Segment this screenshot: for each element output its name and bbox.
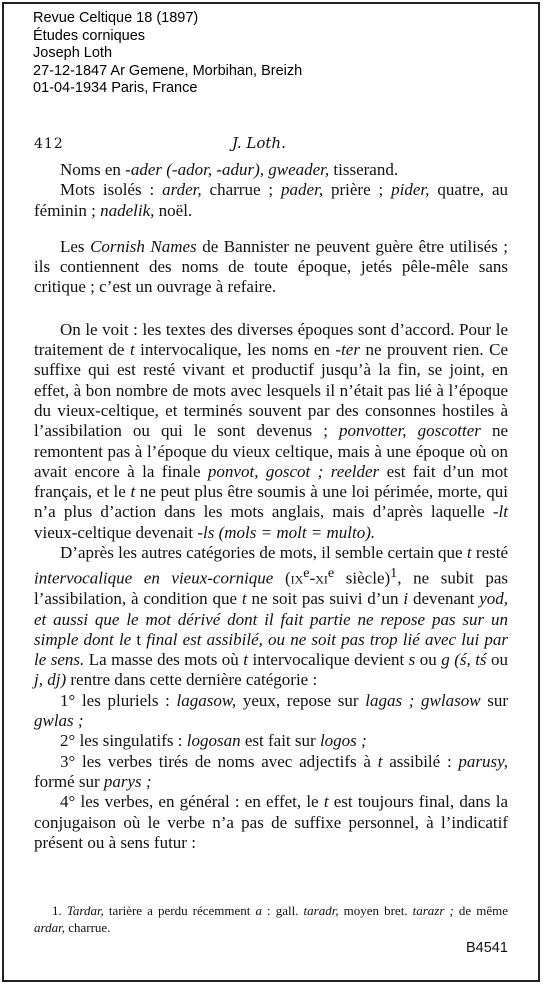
page-body (34, 160, 508, 853)
list-item: 3° les verbes tirés de noms avec adjectifs à t assibilé : parusy, formé sur parys ; (34, 751, 509, 791)
list-item: 1° les pluriels : lagasow, yeux, repose sur lagas ; gwlasow sur gwlas ; (34, 690, 508, 731)
paragraph: Noms en -ader (-ador, -adur), gweader, tisserand. (60, 160, 399, 179)
paragraph: On le voit : les textes des diverses époques sont d’accord. Pour le traitement de t intervocalique, les noms en -ter ne prouvent rien. Ce suffixe qui est resté vivant et productif jusqu’à la fin, se joint, en effet, à bon nombre de mots avec lesquels il n’était pas lié à l’époque du vieux-celtique, et terminés souvent par des consonnes hostiles à l’assibilation ou qui le sont devenus ; ponvotter, goscotter ne remontent pas à l’époque du vieux celtique, mais à une époque où on avait encore à la finale ponvot, goscot ; reelder est fait d’un mot français, et le t ne peut plus être soumis à une loi périmée, morte, qui n’a plus d’action dans les mots anglais, mais d’après laquelle -lt vieux-celtique devenait -ls (mols = molt = multo). (34, 319, 508, 542)
list-item: 4° les verbes, en général : en effet, le t est toujours final, dans la conjugaison où le verbe n’a pas de suffixe personnel, à l’indicatif présent ou à sens futur : (34, 792, 508, 852)
meta-line: 01-04-1934 Paris, France (33, 80, 198, 96)
paragraph: Mots isolés : arder, charrue ; pader, prière ; pider, quatre, au féminin ; nadelik, noël. (34, 180, 508, 220)
meta-line: Joseph Loth (33, 45, 113, 61)
meta-line: Études corniques (33, 27, 146, 44)
document-metadata (33, 10, 302, 98)
meta-line: 27-12-1847 Ar Gemene, Morbihan, Breizh (33, 62, 303, 79)
running-head: J. Loth. (232, 134, 286, 152)
catalog-id: B4541 (466, 940, 508, 956)
meta-line: Revue Celtique 18 (1897) (33, 10, 199, 26)
footnote (34, 902, 508, 936)
footnote-text: 1. Tardar, tarière a perdu récemment a : gall. taradr, moyen bret. tarazr ; de même ardar, charrue. (34, 903, 508, 935)
list-item: 2° les singulatifs : logosan est fait sur logos ; (60, 731, 367, 751)
page-number: 412 (34, 136, 64, 152)
paragraph: Les Cornish Names de Bannister ne peuvent guère être utilisés ; ils contiennent des noms de toute époque, jetés pêle-mêle sans critique ; c’est un ouvrage à refaire. (34, 236, 508, 297)
paragraph: D’après les autres catégories de mots, il semble certain que t resté intervocalique en vieux-cornique ($ix^e-xi^e$ siècle)$^1$, ne subit pas l’assibilation, à condition que t ne soit pas suivi d’un i devenant yod, et aussi que le mot dérivé dont il fait partie ne repose pas sur un simple dont le t final est assibilé, ou ne soit pas trop lié avec lui par le sens. La masse des mots où t intervocalique devient s ou g (ś, tś ou j, dj) rentre dans cette dernière catégorie : (34, 543, 509, 690)
